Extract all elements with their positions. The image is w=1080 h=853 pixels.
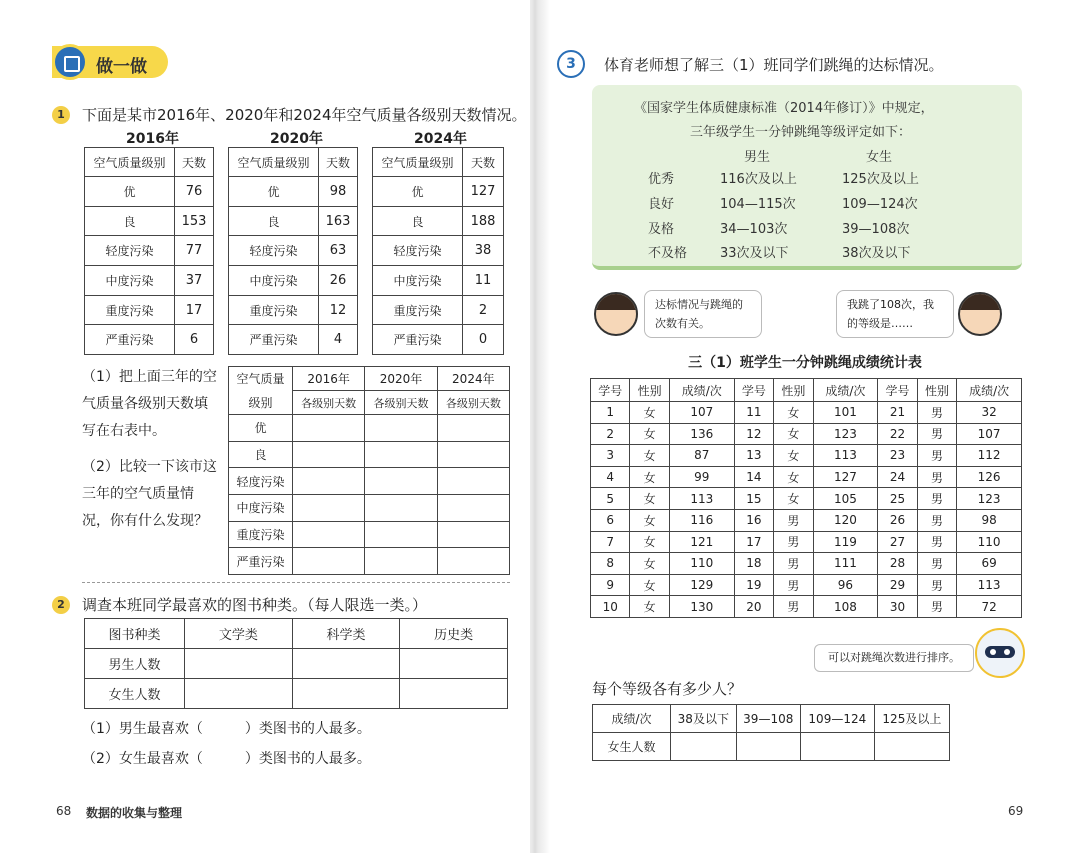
blank-cell [365,441,437,468]
score-cell: 119 [813,531,878,553]
header-cell: 成绩/次 [957,379,1022,402]
standard-line: 三年级学生一分钟跳绳等级评定如下： [690,125,912,140]
table-row [229,521,510,548]
table-row [591,488,1022,510]
score-cell: 男 [917,531,956,553]
header-cell: 2024年 [437,367,509,391]
level-cell: 轻度污染 [229,468,293,495]
table-row [373,206,504,236]
blank-cell [365,495,437,522]
score-cell: 男 [774,596,813,618]
standard-female: 38次及以下 [842,246,911,261]
score-cell: 129 [669,574,734,596]
level-cell: 中度污染 [373,266,463,296]
header-cell: 成绩/次 [593,705,671,733]
blank-cell [293,548,365,575]
blank-cell [400,649,508,679]
table-row [229,148,358,177]
header-cell: 2016年 [293,367,365,391]
score-cell: 127 [813,466,878,488]
score-cell: 110 [669,553,734,575]
days-cell: 11 [463,266,504,296]
standard-male-label: 男生 [744,150,771,165]
table-row [373,295,504,325]
score-cell: 1 [591,402,630,424]
table-row [229,206,358,236]
level-cell: 重度污染 [229,521,293,548]
score-cell: 女 [630,423,669,445]
score-cell: 29 [878,574,917,596]
table-row [591,445,1022,467]
score-cell: 28 [878,553,917,575]
table-row [229,441,510,468]
table-row [229,236,358,266]
level-cell: 严重污染 [229,325,319,355]
header-cell: 39—108 [736,705,800,733]
score-cell: 87 [669,445,734,467]
blank-cell [365,415,437,442]
days-cell: 98 [319,177,358,207]
table-row [229,177,358,207]
score-cell: 男 [774,553,813,575]
score-cell: 116 [669,509,734,531]
blank-cell [293,521,365,548]
level-cell: 良 [229,441,293,468]
level-cell: 重度污染 [85,295,175,325]
score-cell: 121 [669,531,734,553]
table-row [85,236,214,266]
score-cell: 男 [774,531,813,553]
score-cell: 男 [917,402,956,424]
score-cell: 5 [591,488,630,510]
table-row [591,509,1022,531]
score-cell: 2 [591,423,630,445]
speech-bubble: 达标情况与跳绳的次数有关。 [644,290,762,338]
standard-male: 34—103次 [720,222,788,237]
score-cell: 107 [957,423,1022,445]
table-row [85,619,508,649]
year-label: 2024年 [414,131,467,147]
table-row [593,705,950,733]
standard-female-label: 女生 [866,150,893,165]
blank-cell [185,649,293,679]
score-cell: 男 [774,574,813,596]
header-cell: 性别 [630,379,669,402]
level-cell: 良 [229,206,319,236]
score-cell: 99 [669,466,734,488]
row-label-cell: 女生人数 [85,679,185,709]
score-cell: 女 [630,531,669,553]
page-number: 68 [56,804,72,818]
blank-cell [365,468,437,495]
score-cell: 11 [734,402,773,424]
table-row [373,266,504,296]
days-cell: 12 [319,295,358,325]
blank-cell [400,679,508,709]
question-text: 调查本班同学最喜欢的图书种类。（每人限选一类。） [82,596,428,614]
row-label-cell: 男生人数 [85,649,185,679]
sub-question-1: （1）把上面三年的空气质量各级别天数填写在右表中。 [82,369,217,439]
score-cell: 12 [734,423,773,445]
air-quality-table-2016 [84,147,214,355]
table-row [229,468,510,495]
grade-count-table [592,704,950,761]
score-cell: 108 [813,596,878,618]
level-cell: 优 [85,177,175,207]
header-cell: 各级别天数 [437,391,509,415]
table-row [229,548,510,575]
level-cell: 中度污染 [85,266,175,296]
header-cell: 学号 [734,379,773,402]
section-badge-label: 做一做 [96,57,147,77]
standard-grade: 优秀 [648,172,675,187]
speech-bubble: 可以对跳绳次数进行排序。 [814,644,974,672]
blank-cell [293,441,365,468]
table-row [85,206,214,236]
level-cell: 中度污染 [229,495,293,522]
score-cell: 女 [774,488,813,510]
score-cell: 111 [813,553,878,575]
level-cell: 优 [229,177,319,207]
header-cell: 历史类 [400,619,508,649]
score-cell: 3 [591,445,630,467]
header-cell: 空气质量级别 [373,148,463,177]
table-row [373,148,504,177]
blank-cell [437,441,509,468]
level-cell: 严重污染 [373,325,463,355]
table-row [229,391,510,415]
days-cell: 37 [175,266,214,296]
score-cell: 30 [878,596,917,618]
table-row [591,574,1022,596]
header-cell: 各级别天数 [293,391,365,415]
standard-female: 39—108次 [842,222,910,237]
table-row [85,177,214,207]
level-cell: 优 [229,415,293,442]
header-cell: 级别 [229,391,293,415]
score-cell: 女 [774,423,813,445]
header-cell: 空气质量 [229,367,293,391]
question-text: 下面是某市2016年、2020年和2024年空气质量各级别天数情况。 [82,106,527,124]
header-cell: 学号 [591,379,630,402]
score-cell: 98 [957,509,1022,531]
days-cell: 0 [463,325,504,355]
score-cell: 女 [630,553,669,575]
book-type-table [84,618,508,709]
chapter-title: 数据的收集与整理 [86,806,183,820]
header-cell: 天数 [175,148,214,177]
score-cell: 18 [734,553,773,575]
level-cell: 轻度污染 [373,236,463,266]
table-row [229,325,358,355]
score-cell: 男 [917,423,956,445]
divider [82,582,510,583]
table-row [229,367,510,391]
air-quality-table-2024 [372,147,504,355]
blank-cell [293,468,365,495]
table-row [591,531,1022,553]
score-cell: 14 [734,466,773,488]
score-cell: 110 [957,531,1022,553]
header-cell: 125及以上 [874,705,949,733]
level-cell: 严重污染 [85,325,175,355]
header-cell: 天数 [463,148,504,177]
days-cell: 17 [175,295,214,325]
days-cell: 4 [319,325,358,355]
score-cell: 105 [813,488,878,510]
table-row [85,148,214,177]
header-cell: 天数 [319,148,358,177]
score-cell: 女 [774,402,813,424]
header-cell: 学号 [878,379,917,402]
table-row [229,495,510,522]
blank-cell [800,733,874,761]
score-cell: 10 [591,596,630,618]
score-cell: 24 [878,466,917,488]
score-cell: 22 [878,423,917,445]
standard-female: 125次及以上 [842,172,919,187]
table-row [85,325,214,355]
score-cell: 120 [813,509,878,531]
score-cell: 4 [591,466,630,488]
year-label: 2020年 [270,131,323,147]
header-cell: 109—124 [800,705,874,733]
score-cell: 21 [878,402,917,424]
table-row [229,266,358,296]
table-row [591,379,1022,402]
row-label-cell: 女生人数 [593,733,671,761]
table-row [591,402,1022,424]
blank-cell [292,649,400,679]
header-cell: 空气质量级别 [229,148,319,177]
fill-in-table [228,366,510,575]
days-cell: 153 [175,206,214,236]
score-cell: 男 [917,445,956,467]
score-cell: 男 [917,509,956,531]
score-cell: 113 [957,574,1022,596]
header-cell: 成绩/次 [813,379,878,402]
blank-cell [292,679,400,709]
days-cell: 188 [463,206,504,236]
blank-cell [874,733,949,761]
table-row [593,733,950,761]
standard-female: 109—124次 [842,197,918,212]
score-cell: 17 [734,531,773,553]
table-row [373,236,504,266]
level-cell: 良 [85,206,175,236]
blank-cell [437,468,509,495]
level-cell: 重度污染 [229,295,319,325]
score-table [590,378,1022,618]
table-row [85,679,508,709]
score-cell: 6 [591,509,630,531]
score-cell: 123 [813,423,878,445]
score-cell: 16 [734,509,773,531]
header-cell: 2020年 [365,367,437,391]
days-cell: 26 [319,266,358,296]
robot-avatar [975,628,1025,678]
blank-cell [437,495,509,522]
score-cell: 113 [813,445,878,467]
table-row [591,466,1022,488]
table-row [85,649,508,679]
table-row [85,266,214,296]
blank-cell [671,733,737,761]
score-cell: 32 [957,402,1022,424]
fill-blank-2: （2）女生最喜欢（ ）类图书的人最多。 [82,751,371,767]
air-quality-table-2020 [228,147,358,355]
score-cell: 女 [630,596,669,618]
level-cell: 优 [373,177,463,207]
speech-bubble: 我跳了108次，我的等级是…… [836,290,954,338]
score-cell: 69 [957,553,1022,575]
score-cell: 23 [878,445,917,467]
days-cell: 38 [463,236,504,266]
blank-cell [365,521,437,548]
blank-cell [736,733,800,761]
blank-cell [437,521,509,548]
boy-avatar [958,292,1002,336]
score-cell: 113 [669,488,734,510]
standard-male: 116次及以上 [720,172,797,187]
score-cell: 女 [630,445,669,467]
score-cell: 130 [669,596,734,618]
level-cell: 重度污染 [373,295,463,325]
level-cell: 严重污染 [229,548,293,575]
score-cell: 126 [957,466,1022,488]
score-cell: 女 [774,445,813,467]
score-cell: 15 [734,488,773,510]
header-cell: 38及以下 [671,705,737,733]
score-cell: 20 [734,596,773,618]
sub-question-2: （2）比较一下该市这三年的空气质量情况，你有什么发现？ [82,459,217,529]
question-text: 体育老师想了解三（1）班同学们跳绳的达标情况。 [604,56,944,74]
score-cell: 19 [734,574,773,596]
blank-cell [293,495,365,522]
table-row [373,177,504,207]
days-cell: 63 [319,236,358,266]
score-cell: 女 [774,466,813,488]
score-cell: 27 [878,531,917,553]
score-cell: 96 [813,574,878,596]
blank-cell [293,415,365,442]
days-cell: 127 [463,177,504,207]
score-cell: 男 [917,488,956,510]
score-cell: 男 [774,509,813,531]
score-cell: 女 [630,488,669,510]
score-cell: 男 [917,596,956,618]
score-cell: 112 [957,445,1022,467]
table-row [85,295,214,325]
blank-cell [437,415,509,442]
girl-avatar [594,292,638,336]
score-cell: 男 [917,553,956,575]
table-title: 三（1）班学生一分钟跳绳成绩统计表 [688,355,922,371]
score-cell: 女 [630,402,669,424]
standard-male: 33次及以下 [720,246,789,261]
score-cell: 136 [669,423,734,445]
table-row [373,325,504,355]
table-row [591,596,1022,618]
standard-male: 104—115次 [720,197,796,212]
score-cell: 26 [878,509,917,531]
question-number: 1 [52,106,70,124]
header-cell: 图书种类 [85,619,185,649]
fill-blank-1: （1）男生最喜欢（ ）类图书的人最多。 [82,721,371,737]
header-cell: 性别 [774,379,813,402]
standard-grade: 良好 [648,197,675,212]
header-cell: 性别 [917,379,956,402]
score-cell: 25 [878,488,917,510]
blank-cell [437,548,509,575]
blank-cell [185,679,293,709]
level-cell: 轻度污染 [229,236,319,266]
level-cell: 中度污染 [229,266,319,296]
score-cell: 9 [591,574,630,596]
question-text: 每个等级各有多少人？ [592,680,743,698]
days-cell: 6 [175,325,214,355]
score-cell: 女 [630,509,669,531]
header-cell: 各级别天数 [365,391,437,415]
standard-grade: 不及格 [648,246,688,261]
question-number: 3 [557,50,585,78]
score-cell: 男 [917,574,956,596]
score-cell: 72 [957,596,1022,618]
days-cell: 163 [319,206,358,236]
days-cell: 76 [175,177,214,207]
score-cell: 107 [669,402,734,424]
question-number: 2 [52,596,70,614]
header-cell: 文学类 [185,619,293,649]
standard-line: 《国家学生体质健康标准（2014年修订）》中规定， [634,101,934,116]
score-cell: 123 [957,488,1022,510]
header-cell: 成绩/次 [669,379,734,402]
table-row [591,423,1022,445]
score-cell: 13 [734,445,773,467]
score-cell: 女 [630,466,669,488]
activity-icon [52,44,88,80]
score-cell: 男 [917,466,956,488]
level-cell: 良 [373,206,463,236]
days-cell: 77 [175,236,214,266]
table-row [229,415,510,442]
days-cell: 2 [463,295,504,325]
standard-grade: 及格 [648,222,675,237]
score-cell: 101 [813,402,878,424]
year-label: 2016年 [126,131,179,147]
score-cell: 8 [591,553,630,575]
table-row [591,553,1022,575]
score-cell: 7 [591,531,630,553]
header-cell: 空气质量级别 [85,148,175,177]
page-number: 69 [1008,804,1024,818]
table-row [229,295,358,325]
blank-cell [365,548,437,575]
score-cell: 女 [630,574,669,596]
header-cell: 科学类 [292,619,400,649]
level-cell: 轻度污染 [85,236,175,266]
